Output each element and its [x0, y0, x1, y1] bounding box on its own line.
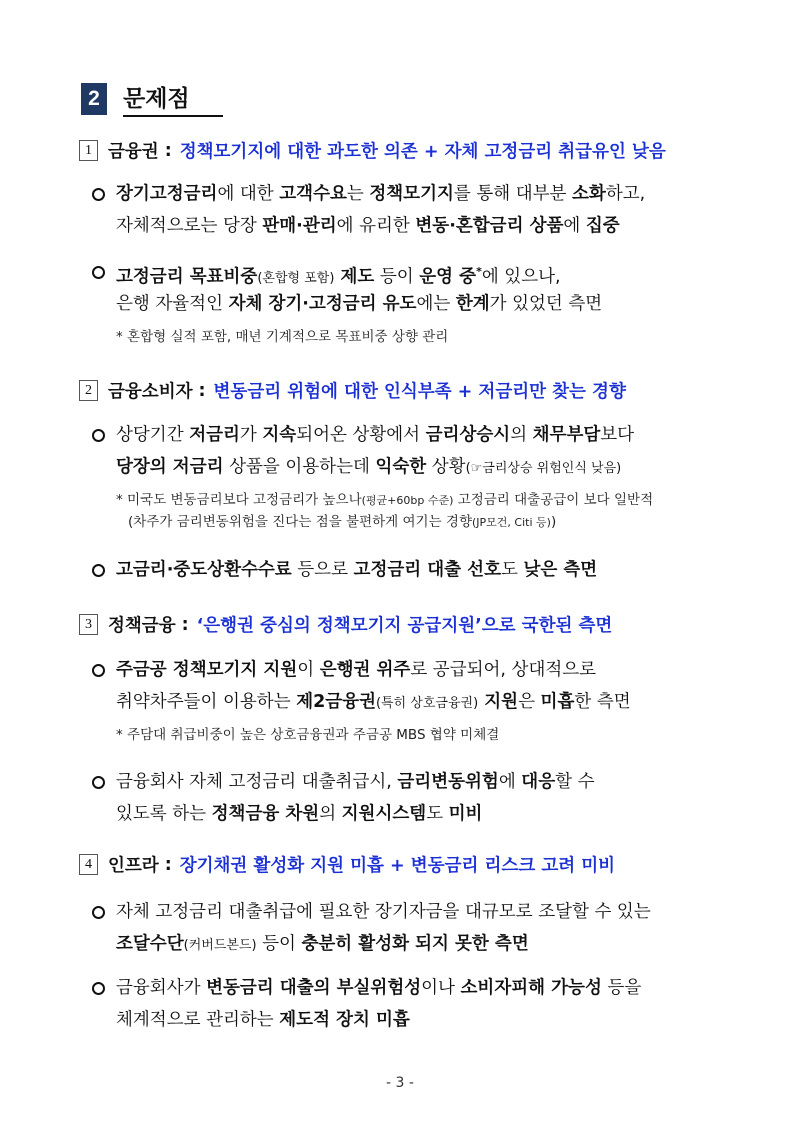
bullet-line — [116, 798, 482, 830]
text-small: (커버드본드) — [183, 938, 257, 953]
text: 는 — [346, 184, 370, 204]
text-bold: 미흡 — [540, 692, 575, 712]
text: 있도록 하는 — [116, 804, 212, 824]
heading-1 — [79, 138, 666, 163]
text-bold: 정책금융 차원 — [211, 804, 320, 824]
bullet-line — [116, 686, 631, 720]
text-small: (JP모건, Citi 등) — [472, 516, 551, 529]
text: 자체 고정금리 대출취급에 필요한 장기자금을 대규모로 조달할 수 있는 — [116, 902, 651, 922]
text: 가 있었던 측면 — [489, 294, 603, 314]
bullet-line — [116, 419, 634, 451]
heading-label: 금융소비자 — [108, 382, 193, 402]
text: 상당기간 — [116, 425, 190, 445]
text: 에 유리한 — [336, 216, 416, 236]
circle-bullet-icon — [92, 564, 105, 577]
text: 금융회사가 — [116, 978, 207, 998]
heading-2 — [79, 378, 626, 403]
bullet-line — [116, 178, 645, 210]
text-bold: 고정금리 목표비중 — [116, 266, 258, 287]
text-bold: 정책모기지 — [369, 184, 454, 204]
heading-separator: : — [198, 380, 206, 401]
bullet-line — [116, 654, 596, 686]
heading-label: 금융권 — [108, 142, 159, 162]
text: (차주가 금리변동위험을 진다는 점을 불편하게 여기는 경향 — [128, 514, 472, 530]
text-bold: 금리상승시 — [425, 425, 511, 445]
circle-bullet-icon — [92, 188, 105, 201]
heading-number-box: 1 — [79, 140, 98, 161]
bullet-line — [116, 972, 641, 1004]
text: 상품을 이용하는데 — [223, 457, 376, 477]
text: 은 — [518, 692, 541, 712]
text: 도 — [426, 804, 449, 824]
text-bold: 은행권 위주 — [319, 660, 411, 680]
text-bold: 집중 — [585, 216, 620, 236]
text: 은행 자율적인 — [116, 294, 229, 314]
text-bold: 지원시스템 — [341, 804, 427, 824]
text-bold: 변동금리 대출의 부실위험성 — [206, 978, 422, 998]
text: 할 수 — [555, 772, 595, 792]
bullet-item — [92, 972, 732, 1036]
text: 도 — [500, 560, 524, 580]
heading-3 — [79, 612, 612, 637]
heading-4 — [79, 852, 615, 877]
text: 한 측면 — [574, 692, 631, 712]
text-bold: 제2금융권 — [296, 692, 376, 712]
bullet-item — [92, 178, 732, 242]
circle-bullet-icon — [92, 266, 105, 279]
text-bold: 고정금리 대출 선호 — [353, 560, 501, 580]
text-bold: 낮은 측면 — [523, 560, 598, 580]
text-bold: 제도 — [334, 266, 375, 287]
text-bold: 장기고정금리 — [116, 184, 218, 204]
bullet-line — [116, 210, 620, 242]
heading-label: 정책금융 — [108, 616, 176, 636]
text: 등이 — [256, 934, 302, 954]
section-header — [81, 80, 223, 117]
circle-bullet-icon — [92, 982, 105, 995]
text-bold: 자체 장기·고정금리 유도 — [228, 294, 417, 314]
footnote — [128, 511, 556, 534]
text: 등이 — [374, 266, 420, 287]
text: 에 있으나, — [481, 266, 561, 287]
text-bold: 금리변동위험 — [397, 772, 499, 792]
text: 취약차주들이 이용하는 — [116, 692, 297, 712]
text: 에 대한 — [217, 184, 280, 204]
text-bold: 한계 — [455, 294, 490, 314]
heading-description: 정책모기지에 대한 과도한 의존 + 자체 고정금리 취급유인 낮음 — [179, 142, 666, 162]
heading-number-box: 2 — [79, 380, 98, 401]
text: 상황 — [426, 457, 466, 477]
text: 되어온 상황에서 — [296, 425, 426, 445]
text: 이 — [297, 660, 320, 680]
text: 등으로 — [291, 560, 354, 580]
text: 의 — [319, 804, 342, 824]
text-bold: 미비 — [448, 804, 483, 824]
bullet-item — [92, 766, 732, 830]
text: 금융회사 자체 고정금리 대출취급시, — [116, 772, 398, 792]
text-small: (혼합형 포함) — [257, 270, 335, 286]
heading-separator: : — [164, 140, 172, 161]
text-bold: 고객수요 — [279, 184, 347, 204]
text-bold: 지속 — [262, 425, 297, 445]
footnote-marker: * — [476, 265, 482, 278]
text-bold: 저금리 — [189, 425, 240, 445]
text-bold: 제도적 장치 미흡 — [279, 1010, 410, 1030]
text-bold: 소화 — [572, 184, 606, 204]
bullet-line — [116, 928, 529, 962]
footnote — [116, 489, 653, 512]
heading-number-box: 4 — [79, 854, 98, 875]
text: 의 — [510, 425, 533, 445]
text-bold: 대응 — [521, 772, 556, 792]
circle-bullet-icon — [92, 906, 105, 919]
text-bold: 익숙한 — [375, 457, 427, 477]
text-bold: 변동·혼합금리 상품 — [415, 216, 564, 236]
text-bold: 판매·관리 — [262, 216, 337, 236]
heading-number-box: 3 — [79, 614, 98, 635]
text-small: (☞금리상승 위험인식 낮음) — [465, 461, 622, 476]
bullet-item — [92, 654, 732, 718]
text-bold: 조달수단 — [116, 934, 184, 954]
text-bold: 충분히 활성화 되지 못한 측면 — [301, 934, 529, 954]
text: 자체적으로는 당장 — [116, 216, 263, 236]
text: 하고, — [605, 184, 646, 204]
text: 에는 — [416, 294, 456, 314]
circle-bullet-icon — [92, 429, 105, 442]
bullet-item — [92, 554, 732, 586]
text-bold: 지원 — [478, 692, 519, 712]
text-bold: 채무부담 — [532, 425, 601, 445]
text: * 미국도 변동금리보다 고정금리가 높으나 — [116, 492, 362, 508]
heading-label: 인프라 — [108, 856, 159, 876]
bullet-line — [116, 766, 594, 798]
text: 보다 — [600, 425, 635, 445]
text-small: (특히 상호금융권) — [375, 696, 479, 711]
text: 를 통해 대부분 — [453, 184, 573, 204]
footnote: * 혼합형 실적 포함, 매년 기계적으로 목표비중 상향 관리 — [116, 329, 449, 345]
bullet-item — [92, 896, 732, 960]
text: ) — [550, 514, 557, 530]
circle-bullet-icon — [92, 776, 105, 789]
text: 로 공급되어, 상대적으로 — [410, 660, 597, 680]
text-bold: 운영 중 — [419, 266, 477, 287]
text-bold: 주금공 정책모기지 지원 — [116, 660, 298, 680]
bullet-line — [116, 1004, 410, 1036]
text-bold: 당장의 저금리 — [116, 457, 224, 477]
text: 가 — [239, 425, 263, 445]
bullet-line — [116, 288, 602, 320]
bullet-item — [92, 419, 732, 483]
section-title: 문제점 — [123, 80, 223, 117]
heading-description: 장기채권 활성화 지원 미흡 + 변동금리 리스크 고려 미비 — [179, 856, 616, 876]
text-bold: 고금리·중도상환수수료 — [116, 560, 292, 580]
section-number-badge: 2 — [81, 83, 107, 115]
text-bold: 소비자피해 가능성 — [460, 978, 602, 998]
heading-separator: : — [164, 854, 172, 875]
text: 이나 — [421, 978, 461, 998]
circle-bullet-icon — [92, 664, 105, 677]
bullet-line — [116, 451, 621, 485]
text: 등을 — [601, 978, 642, 998]
bullet-line — [116, 554, 597, 586]
heading-separator: : — [181, 614, 189, 635]
text-small: (평균+60bp 수준) — [361, 494, 454, 507]
page-number: - 3 - — [386, 1075, 414, 1091]
bullet-line — [116, 896, 651, 928]
text: 에 — [563, 216, 586, 236]
bullet-item — [92, 256, 732, 320]
heading-description: 변동금리 위험에 대한 인식부족 + 저금리만 찾는 경향 — [213, 382, 626, 402]
heading-description: ‘은행권 중심의 정책모기지 공급지원’으로 국한된 측면 — [196, 616, 613, 636]
text: 에 — [498, 772, 522, 792]
text: 체계적으로 관리하는 — [116, 1010, 280, 1030]
text: 고정금리 대출공급이 보다 일반적 — [453, 492, 654, 508]
footnote: * 주담대 취급비중이 높은 상호금융권과 주금공 MBS 협약 미체결 — [116, 727, 500, 743]
